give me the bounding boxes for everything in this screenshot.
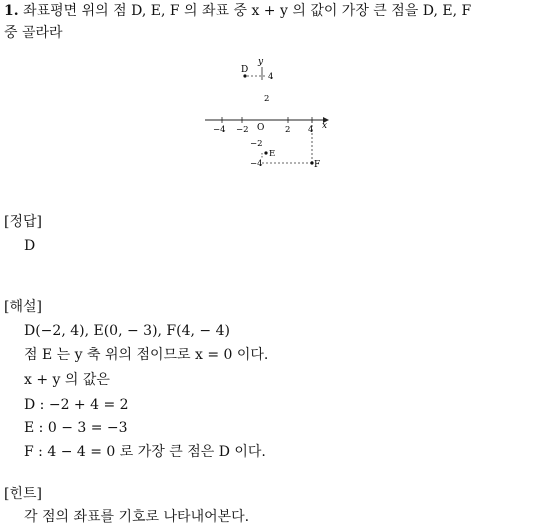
- origin-label: O: [257, 123, 265, 133]
- answer-header: [정답]: [4, 214, 42, 230]
- question-text: 좌표평면 위의 점 D, E, F 의 좌표 중 x + y 의 값이 가장 큰 점을 D, E, F: [23, 3, 472, 19]
- y-tick-label: 2: [264, 94, 270, 104]
- solution-line: D : −2 + 4 = 2: [24, 397, 129, 413]
- hint-header: [힌트]: [4, 486, 42, 502]
- x-tick-label: −2: [236, 125, 249, 135]
- solution-line: E : 0 − 3 = −3: [24, 420, 128, 436]
- solution-header: [해설]: [4, 299, 42, 315]
- x-tick-label: 2: [285, 125, 291, 135]
- point-e: [264, 151, 267, 154]
- point-e-label: E: [269, 149, 276, 159]
- y-tick-label: 4: [268, 72, 274, 82]
- solution-line: D(−2, 4), E(0, − 3), F(4, − 4): [24, 323, 230, 339]
- point-d-label: D: [241, 65, 249, 75]
- x-tick-label: 4: [308, 125, 314, 135]
- answer-value: D: [24, 238, 36, 254]
- y-tick-label: −2: [250, 139, 263, 149]
- solution-line: 점 E 는 y 축 위의 점이므로 x = 0 이다.: [24, 347, 269, 363]
- solution-line: x + y 의 값은: [24, 372, 110, 388]
- question-line-1: [4, 2, 471, 20]
- question-line-2: 중 골라라: [4, 25, 63, 41]
- y-axis-label: y: [258, 57, 264, 67]
- y-tick-label: −4: [250, 159, 263, 169]
- coordinate-graph: [0, 55, 534, 230]
- question-number: 1.: [4, 3, 19, 19]
- point-f-label: F: [314, 160, 321, 170]
- solution-line: F : 4 − 4 = 0 로 가장 큰 점은 D 이다.: [24, 444, 266, 460]
- x-axis-label: x: [322, 121, 328, 131]
- x-tick-label: −4: [213, 125, 226, 135]
- hint-text: 각 점의 좌표를 기호로 나타내어본다.: [24, 509, 250, 525]
